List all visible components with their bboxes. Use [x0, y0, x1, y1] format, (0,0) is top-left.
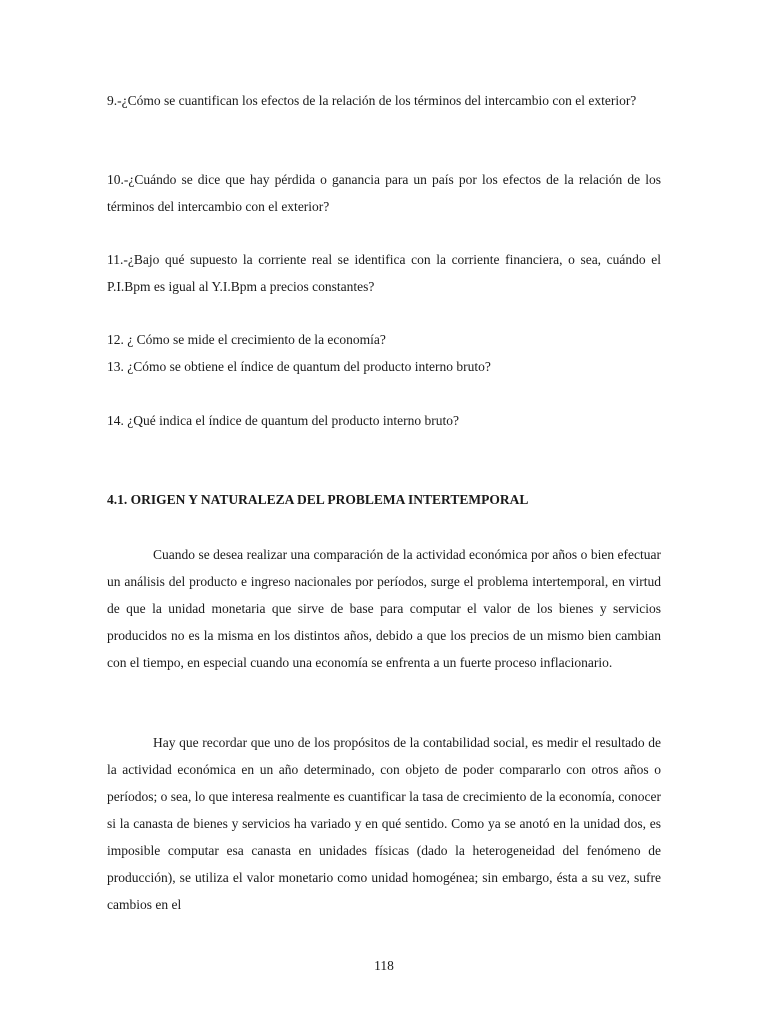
question-14: 14. ¿Qué indica el índice de quantum del producto interno bruto? [107, 413, 460, 428]
question-13: 13. ¿Cómo se obtiene el índice de quantum del producto interno bruto? [107, 359, 491, 374]
section-heading: 4.1. ORIGEN Y NATURALEZA DEL PROBLEMA INTERTEMPORAL [107, 492, 529, 507]
paragraph-2: Hay que recordar que uno de los propósitos de la contabilidad social, es medir el resultado de la actividad económica en un año determinado, con objeto de poder compararlo con otros años o períodos; o sea, lo que interesa realmente es cuantificar la tasa de crecimiento de la economía, conocer si la canasta de bienes y servicios ha variado y en qué sentido. Como ya se anotó en la unidad dos, es imposible computar esa canasta en unidades físicas (dado la heterogeneidad del fenómeno de producción), se utiliza el valor monetario como unidad homogénea; sin embargo, ésta a su vez, sufre cambios en el [107, 735, 661, 912]
page-number: 118 [374, 958, 394, 973]
question-12: 12. ¿ Cómo se mide el crecimiento de la economía? [107, 332, 386, 347]
paragraph-1: Cuando se desea realizar una comparación de la actividad económica por años o bien efectuar un análisis del producto e ingreso nacionales por períodos, surge el problema intertemporal, en virtud de que la unidad monetaria que sirve de base para computar el valor de los bienes y servicios producidos no es la misma en los distintos años, debido a que los precios de un mismo bien cambian con el tiempo, en especial cuando una economía se enfrenta a un fuerte proceso inflacionario. [107, 547, 661, 670]
question-9: 9.-¿Cómo se cuantifican los efectos de la relación de los términos del intercambio con el exterior? [107, 93, 637, 108]
question-10: 10.-¿Cuándo se dice que hay pérdida o ganancia para un país por los efectos de la relación de los términos del intercambio con el exterior? [107, 172, 661, 214]
question-11: 11.-¿Bajo qué supuesto la corriente real se identifica con la corriente financiera, o sea, cuándo el P.I.Bpm es igual al Y.I.Bpm a precios constantes? [107, 252, 661, 294]
